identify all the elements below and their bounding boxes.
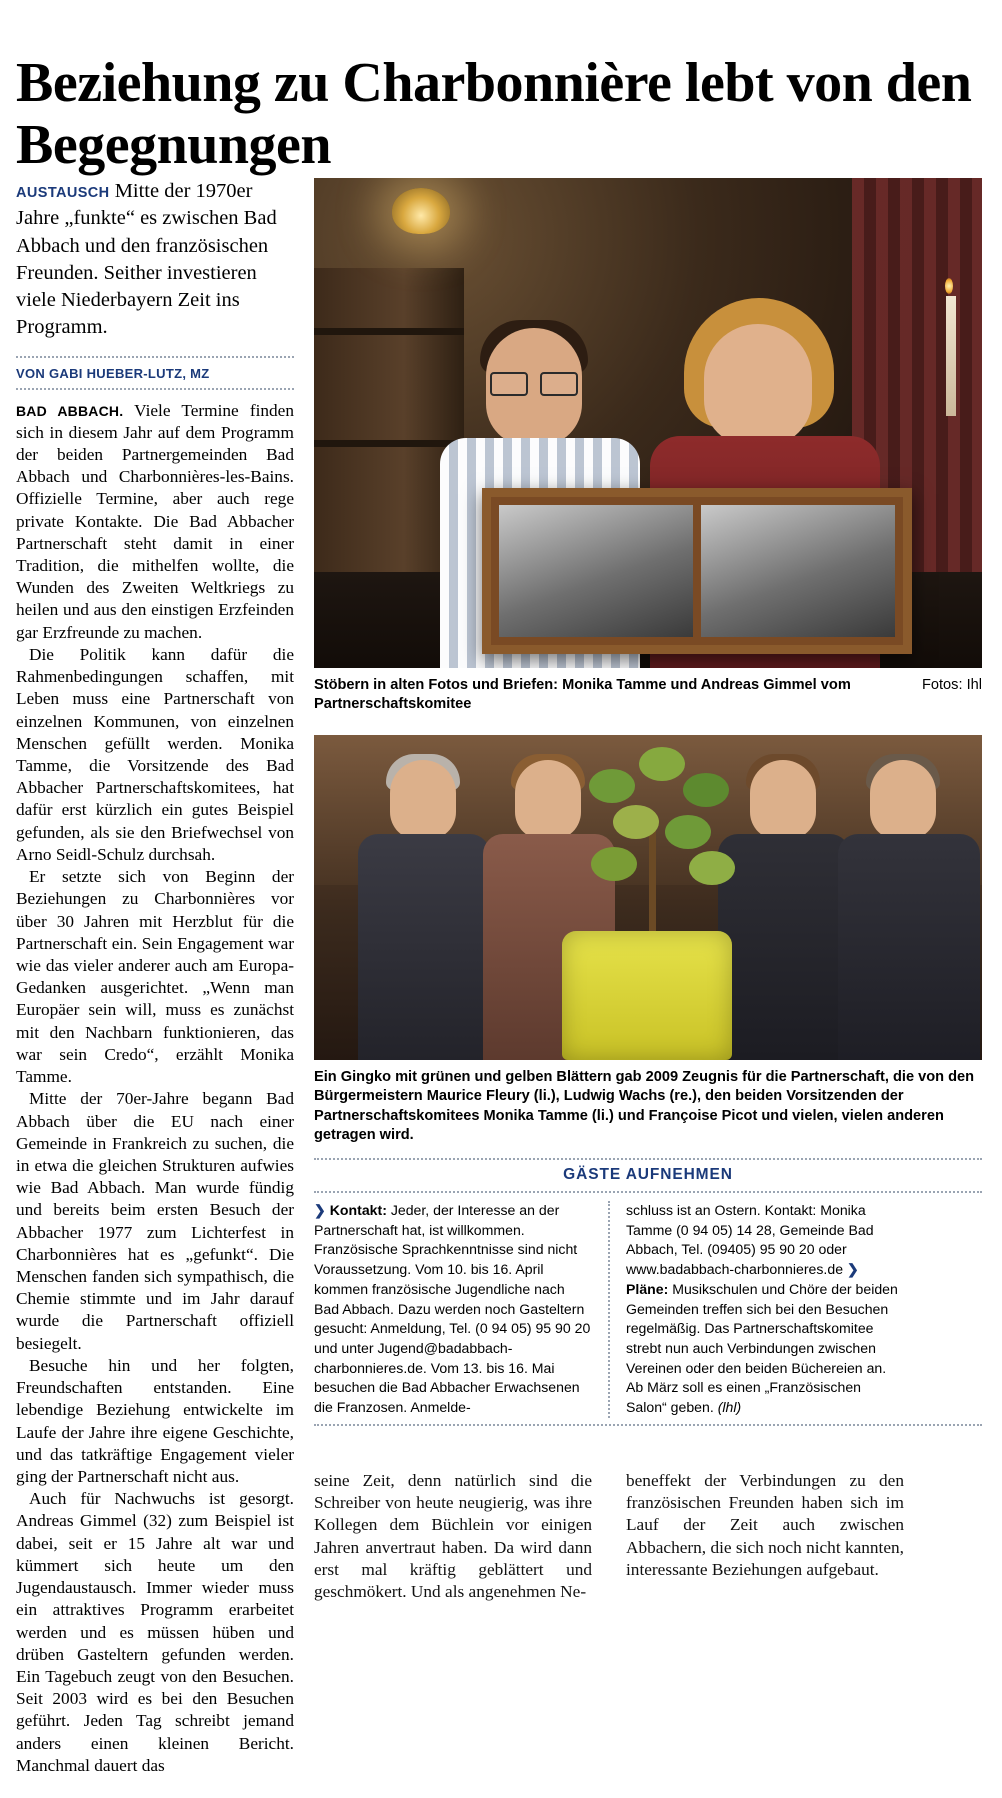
page-title: Beziehung zu Charbonnière lebt von den Begegnungen — [16, 51, 972, 177]
photo1-caption: Stöbern in alten Fotos und Briefen: Monika Tamme und Andreas Gimmel vom Partnerschaftskomitee — [314, 677, 851, 713]
info-box-bottom-rule — [314, 1424, 982, 1426]
divider-above-byline — [16, 356, 294, 358]
photo2-caption: Ein Gingko mit grünen und gelben Blättern gab 2009 Zeugnis für die Partnerschaft, die von den Bürgermeistern Maurice Fleury (li.), Ludwig Wachs (re.), den beiden Vorsitzenden der Partnerschaftskomitees Monika Tamme (li.) und Françoise Picot und vielen, vielen anderen getragen wird. — [314, 1069, 975, 1143]
article-paragraph-4: Mitte der 70er-Jahre begann Bad Abbach über die EU nach einer Gemeinde in Frankreich zu suchen, die in etwa die gleichen Strukturen aufwies wie Bad Abbach. Man wurde fündig und bereits beim ersten Besuch der Abbacher 1977 zum Lichterfest in Charbonnières hat es „gefunkt“. Die Menschen fanden sich sympathisch, die Chemie stimmte und im Jahr darauf wurde die Partnerschaft offiziell besiegelt. — [16, 1089, 294, 1353]
info-box-column-left — [314, 1201, 592, 1418]
article-body — [16, 400, 294, 1778]
divider-below-byline — [16, 388, 294, 390]
chevron-right-icon: ❯ — [846, 1261, 859, 1278]
lead-kicker: AUSTAUSCH — [16, 185, 110, 201]
article-paragraph-1-text: Viele Termine finden sich in diesem Jahr auf dem Programm der beiden Partnergemeinden Bad Abbach und Charbonnières-les-Bains. Offizielle Termine, aber auch rege private Kontakte. Die Bad Abbacher Partnerschaft steht damit in einer Tradition, die mithelfen wollte, die Wunden des Zweiten Weltkriegs zu heilen und aus den einstigen Erzfeinden gar Erzfreunde zu machen. — [16, 400, 294, 642]
photo2-person-3-head — [750, 760, 816, 840]
photo1-album-picture-left — [499, 505, 693, 637]
photo1-caption-block — [314, 676, 982, 715]
photo2-leaf — [589, 769, 635, 803]
info-box-title: GÄSTE AUFNEHMEN — [563, 1166, 733, 1183]
photo2-leaf — [639, 747, 685, 781]
info-box-vertical-divider — [608, 1201, 610, 1418]
photo2-person-4-suit — [838, 834, 980, 1060]
photo2-yellow-wrapping — [562, 931, 732, 1060]
lead-text: Mitte der 1970er Jahre „funkte“ es zwischen Bad Abbach und den französischen Freunden. Seither investieren viele Niederbayern Zeit ins Programm. — [16, 180, 277, 339]
photo2-leaf — [591, 847, 637, 881]
info-box-inner-rule — [314, 1191, 982, 1193]
photo2-leaf — [683, 773, 729, 807]
bottom-columns — [314, 1470, 982, 1603]
photo2-person-maurice-fleury — [354, 760, 494, 1060]
bottom-right-text: beneffekt der Verbindungen zu den französischen Freunden haben sich im Lauf der Zeit auch zwischen Abbachern, die sich noch nicht kannten, interessante Beziehungen aufgebaut. — [626, 1471, 904, 1579]
info-box-left-text: Jeder, der Interesse an der Partnerschaft hat, ist willkommen. Französische Sprachkenntnisse sind nicht Voraussetzung. Vom 10. bis 16. April kommen französische Jugendliche nach Bad Abbach. Dazu werden noch Gasteltern gesucht: Anmeldung, Tel. (0 94 05) 95 90 20 und unter Jugend@badabbach-charbonnieres.de. Vom 13. bis 16. Mai besuchen die Bad Abbacher Erwachsenen die Franzosen. Anmelde- — [314, 1202, 591, 1416]
bottom-column-left — [314, 1470, 592, 1603]
info-box-column-right — [626, 1201, 904, 1418]
info-box-columns — [314, 1201, 982, 1418]
dateline: BAD ABBACH. — [16, 402, 124, 419]
article-paragraph-2: Die Politik kann dafür die Rahmenbedingungen schaffen, mit Leben muss eine Partnerschaft von einzelnen Kommunen, von einzelnen Menschen gefüllt werden. Monika Tamme, die Vorsitzende des Bad Abbacher Partnerschaftskomitees, hat dafür erst kürzlich ein gutes Beispiel gefunden, als sie den Briefwechsel von Arno Seidl-Schulz durchsah. — [16, 644, 294, 864]
photo2-leaf — [613, 805, 659, 839]
photo1-candle — [946, 296, 956, 416]
photo-gingko-tree — [314, 735, 982, 1060]
photo2-person-1-head — [390, 760, 456, 840]
photo2-person-1-suit — [358, 834, 490, 1060]
article-paragraph-5: Besuche hin und her folgten, Freundschaften entstanden. Eine lebendige Beziehung entwickelte im Laufe der Jahre ihre eigene Geschichte, und das tatkräftige Engagement vieler ging der Partnerschaft nicht aus. — [16, 1355, 294, 1486]
article-paragraph-3: Er setzte sich von Beginn der Beziehungen zu Charbonnières vor über 30 Jahren mit Herzblut für die Partnerschaft ein. Sein Engagement war wie das vieler anderer auch am Europa-Gedanken ausgerichtet. „Wenn man Europäer sein will, muss es zunächst mit den Nachbarn funktionieren, das war sein Credo“, erzählt Monika Tamme. — [16, 867, 294, 1087]
photo-monika-tamme-andreas-gimmel — [314, 178, 982, 668]
photo2-leaf — [689, 851, 735, 885]
photo1-woman-head — [704, 324, 812, 446]
photo1-candle-flame — [945, 278, 953, 294]
lead-paragraph — [16, 178, 294, 342]
info-box — [314, 1158, 982, 1426]
glasses-icon — [490, 372, 578, 392]
photo1-credit: Fotos: Ihl — [921, 677, 982, 693]
photo2-leaf — [665, 815, 711, 849]
info-box-right-sign: (lhl) — [717, 1399, 742, 1416]
photo1-lamp — [392, 188, 450, 234]
chevron-right-icon: ❯ — [314, 1202, 326, 1218]
photo1-album — [482, 488, 912, 654]
article-paragraph-6: Auch für Nachwuchs ist gesorgt. Andreas Gimmel (32) zum Beispiel ist dabei, seit er 15 Jahre alt war und kümmert sich heute um den Jugendaustausch. Immer wieder muss ein attraktives Programm erarbeitet werden und es müssen hüben und drüben Gasteltern gefunden werden. Ein Tagebuch zeugt von den Besuchen. Seit 2003 wird es bei den Besuchen geführt. Jeden Tag schreibt jemand anders einen kleinen Bericht. Manchmal dauert das — [16, 1489, 294, 1775]
article-paragraph-1 — [16, 400, 294, 644]
byline: VON GABI HUEBER-LUTZ, MZ — [16, 365, 210, 381]
bottom-left-text: seine Zeit, denn natürlich sind die Schreiber von heute neugierig, was ihre Kollegen dem Büchlein vor einigen Jahren anvertraut haben. Da wird dann erst mal kräftig geblättert und geschmökert. Und als angenehmen Ne- — [314, 1471, 592, 1602]
info-box-right-text: Musikschulen und Chöre der beiden Gemeinden treffen sich bei den Besuchen regelmäßig. Das Partnerschaftskomitee strebt nun auch Verbindungen zwischen Vereinen oder den beiden Büchereien an. Ab März soll es einen „Französischen Salon“ geben. — [626, 1280, 898, 1416]
info-box-right-text-top: schluss ist an Ostern. Kontakt: Monika Tamme (0 94 05) 14 28, Gemeinde Bad Abbach, Tel. (09405) 95 90 20 oder www.badabbach-charbonnieres.de — [626, 1202, 874, 1278]
info-box-right-label: Pläne: — [626, 1280, 669, 1297]
photo1-album-picture-right — [701, 505, 895, 637]
photo2-person-ludwig-wachs — [834, 760, 982, 1060]
info-box-left-label: Kontakt: — [329, 1202, 387, 1218]
left-column — [16, 178, 294, 1777]
photo2-person-4-head — [870, 760, 936, 840]
bottom-column-right — [626, 1470, 904, 1603]
